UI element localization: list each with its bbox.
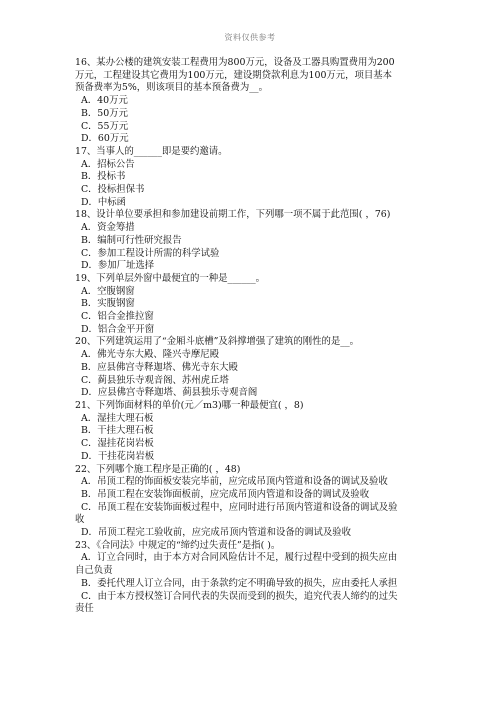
answer-option-line: D．吊顶工程完工验收前，应完成吊顶内管道和设备的调试及验收 bbox=[81, 527, 352, 539]
answer-option-line: B．吊顶工程在安装饰面板前，应完成吊顶内管道和设备的调试及验收 bbox=[81, 488, 370, 500]
answer-option-line: A．佛光寺东大殿、隆兴寺摩尼殿 bbox=[81, 349, 220, 361]
answer-option-line: D．中标函 bbox=[81, 196, 127, 208]
answer-option-line: A．40万元 bbox=[81, 95, 128, 107]
answer-option-line: A．湿挂大理石板 bbox=[81, 412, 154, 424]
answer-option-line: B．应县佛宫寺释迦塔、佛光寺东大殿 bbox=[81, 361, 238, 373]
answer-option-line: C．55万元 bbox=[81, 120, 129, 132]
answer-option-line: B．投标书 bbox=[81, 171, 126, 183]
answer-option-line: D．铝合金平开窗 bbox=[81, 323, 155, 335]
answer-option-line: A．招标公告 bbox=[81, 158, 135, 170]
answer-option-line: B．编制可行性研究报告 bbox=[81, 234, 182, 246]
exam-content bbox=[75, 57, 435, 616]
answer-option-line: C．铝合金推拉窗 bbox=[81, 311, 154, 323]
answer-option-line: C．湿挂花岗岩板 bbox=[81, 438, 154, 450]
answer-option-line: A．吊顶工程的饰面板安装完毕前，应完成吊顶内管道和设备的调试及验收 bbox=[81, 476, 388, 488]
question-text-line: 自己负责 bbox=[75, 565, 113, 577]
question-text-line: 万元，工程建设其它费用为100万元，建设期贷款利息为100万元，项目基本 bbox=[75, 69, 393, 81]
answer-option-line: D．参加厂址选择 bbox=[81, 260, 155, 272]
question-text-line: 23、《合同法》中规定的“缔约过失责任”是指( )。 bbox=[75, 539, 281, 551]
answer-option-line: B．委托代理人订立合同，由于条款约定不明确导致的损失，应由委托人承担 bbox=[81, 577, 398, 589]
answer-option-line: D．干挂花岗岩板 bbox=[81, 450, 155, 462]
question-text-line: 17、当事人的______即是要约邀请。 bbox=[75, 145, 228, 157]
question-text-line: 18、设计单位要承担和参加建设前期工作，下列哪一项不属于此范围( ，76) bbox=[75, 209, 391, 221]
answer-option-line: A．空腹钢窗 bbox=[81, 285, 135, 297]
answer-option-line: C．参加工程设计所需的科学试验 bbox=[81, 247, 220, 259]
answer-option-line: A．订立合同时，由于本方对合同风险估计不足，履行过程中受到的损失应由 bbox=[81, 552, 398, 564]
answer-option-line: C．吊顶工程在安装饰面板过程中，应同时进行吊顶内管道和设备的调试及验 bbox=[81, 501, 398, 513]
answer-option-line: C．投标担保书 bbox=[81, 184, 145, 196]
answer-option-line: D．应县佛宫寺释迦塔、蓟县独乐寺观音阁 bbox=[81, 387, 258, 399]
answer-option-line: C．由于本方授权签订合同代表的失误而受到的损失，追究代表人缔约的过失 bbox=[81, 590, 398, 602]
answer-option-line: B．干挂大理石板 bbox=[81, 425, 154, 437]
answer-option-line: D．60万元 bbox=[81, 133, 129, 145]
answer-option-line: C．蓟县独乐寺观音阁、苏州虎丘塔 bbox=[81, 374, 229, 386]
answer-option-line: A．资金筹措 bbox=[81, 222, 135, 234]
answer-option-line: B．50万元 bbox=[81, 107, 128, 119]
question-text-line: 16、某办公楼的建筑安装工程费用为800万元，设备及工器具购置费用为200 bbox=[75, 57, 395, 68]
question-text-line: 19、下列单层外窗中最便宜的一种是______。 bbox=[75, 272, 266, 284]
question-text-line: 预备费率为5%，则该项目的基本预备费为__。 bbox=[75, 82, 268, 94]
page-header: 资料仅供参考 bbox=[224, 33, 276, 42]
question-text-line: 20、下列建筑运用了“金厢斗底槽”及斜撑增强了建筑的刚性的是__。 bbox=[75, 336, 360, 348]
question-text-line: 收 bbox=[75, 514, 85, 526]
question-text-line: 22、下列哪个施工程序是正确的( ，48) bbox=[75, 463, 241, 475]
answer-option-line: B．实腹钢窗 bbox=[81, 298, 135, 310]
question-text-line: 责任 bbox=[75, 603, 94, 615]
question-text-line: 21、下列饰面材料的单价(元／m3)哪一种最便宜( ，8) bbox=[75, 399, 304, 411]
